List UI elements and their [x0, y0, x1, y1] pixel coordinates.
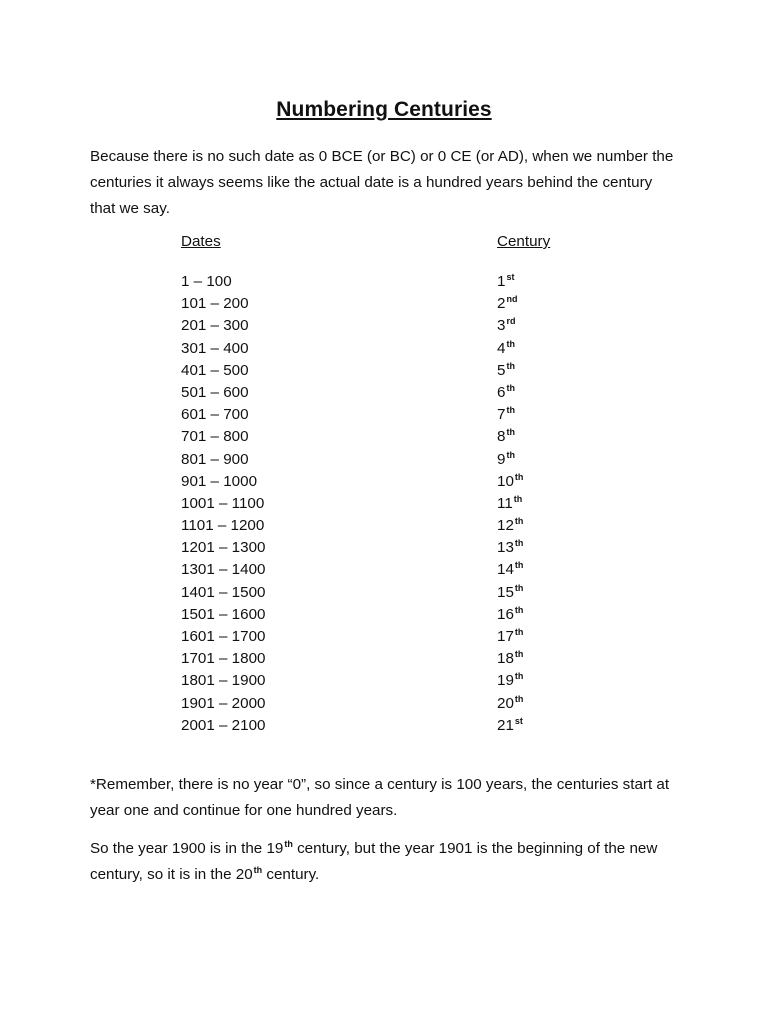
- table-row: [0, 715, 768, 737]
- century-number: 13: [497, 539, 514, 557]
- century-number: 20: [497, 694, 514, 712]
- remember-note: *Remember, there is no year “0”, so since a century is 100 years, the centuries start at year one and continue for one hundred years.: [90, 776, 670, 819]
- century-suffix: th: [513, 493, 523, 504]
- dates-cell: 1301 – 1400: [181, 561, 266, 579]
- century-suffix: th: [506, 338, 515, 349]
- century-number: 17: [497, 628, 514, 645]
- table-row: [0, 582, 768, 604]
- century-cell: [497, 715, 523, 737]
- example-note-part2: century, but the year 1901 is the beginning of the new century, so it is in the 20: [90, 840, 658, 883]
- century-cell: [497, 315, 515, 337]
- century-suffix: th: [514, 671, 524, 682]
- century-column-header: Century: [497, 233, 551, 250]
- dates-cell: 901 – 1000: [181, 472, 258, 490]
- century-suffix: th: [514, 693, 524, 704]
- century-number: 19: [497, 672, 514, 690]
- dates-cell: 1701 – 1800: [181, 650, 266, 668]
- century-cell: [497, 338, 515, 360]
- century-number: 8: [497, 428, 506, 446]
- table-row: [0, 471, 768, 493]
- dates-cell: 1901 – 2000: [181, 694, 266, 712]
- century-suffix: st: [506, 272, 515, 282]
- table-row: [0, 426, 768, 448]
- centuries-table: [0, 271, 768, 737]
- century-number: 21: [497, 716, 514, 734]
- dates-cell: 1501 – 1600: [181, 605, 266, 623]
- table-row: [0, 559, 768, 581]
- example-note-part3: century.: [262, 866, 320, 883]
- century-cell: [497, 670, 523, 692]
- century-suffix: th: [506, 427, 515, 438]
- table-row: [0, 648, 768, 670]
- table-row: [0, 293, 768, 315]
- century-number: 16: [497, 605, 514, 623]
- century-cell: [497, 271, 514, 293]
- dates-cell: 701 – 800: [181, 428, 249, 446]
- century-suffix: th: [514, 604, 524, 615]
- century-cell: [497, 426, 515, 448]
- dates-cell: 401 – 500: [181, 361, 249, 379]
- table-row: [0, 626, 768, 648]
- century-suffix: rd: [506, 316, 516, 327]
- century-cell: [497, 604, 523, 626]
- century-suffix: th: [506, 382, 515, 393]
- dates-cell: 1401 – 1500: [181, 583, 266, 601]
- century-suffix: th: [506, 405, 515, 416]
- table-row: [0, 449, 768, 471]
- table-row: [0, 271, 768, 293]
- century-number: 18: [497, 650, 514, 668]
- century-suffix: th: [514, 560, 524, 571]
- century-suffix: th: [514, 649, 524, 660]
- dates-cell: 1201 – 1300: [181, 539, 266, 557]
- century-cell: [497, 449, 515, 471]
- century-number: 15: [497, 583, 514, 601]
- century-number: 6: [497, 383, 506, 401]
- dates-cell: 1 – 100: [181, 273, 232, 290]
- example-note-part1: So the year 1900 is in the 19: [90, 840, 284, 857]
- table-row: [0, 537, 768, 559]
- century-number: 2: [497, 295, 506, 313]
- century-number: 7: [497, 406, 506, 424]
- table-row: [0, 604, 768, 626]
- dates-cell: 1001 – 1100: [181, 494, 265, 512]
- dates-cell: 501 – 600: [181, 383, 249, 401]
- table-row: [0, 493, 768, 515]
- century-cell: [497, 582, 523, 604]
- dates-cell: 201 – 300: [181, 317, 249, 335]
- century-suffix: th: [506, 449, 515, 460]
- century-cell: [497, 626, 523, 648]
- century-cell: [497, 559, 523, 581]
- century-cell: [497, 404, 515, 426]
- century-cell: [497, 360, 515, 382]
- century-cell: [497, 293, 517, 315]
- dates-cell: 1801 – 1900: [181, 672, 266, 690]
- century-cell: [497, 537, 523, 559]
- century-number: 14: [497, 561, 514, 579]
- table-row: [0, 515, 768, 537]
- century-cell: [497, 693, 523, 715]
- century-suffix: th: [514, 538, 524, 549]
- dates-cell: 301 – 400: [181, 339, 249, 357]
- century-cell: [497, 515, 523, 537]
- century-number: 12: [497, 517, 514, 535]
- table-row: [0, 404, 768, 426]
- intro-paragraph: Because there is no such date as 0 BCE (or BC) or 0 CE (or AD), when we number the centuries it always seems like the actual date is a hundred years behind the century that we say.: [90, 148, 674, 217]
- table-row: [0, 360, 768, 382]
- dates-cell: 601 – 700: [181, 406, 249, 424]
- century-suffix: nd: [506, 294, 518, 305]
- century-suffix: th: [514, 627, 524, 637]
- century-suffix: th: [514, 516, 524, 527]
- century-number: 1: [497, 273, 506, 290]
- table-row: [0, 338, 768, 360]
- century-cell: [497, 648, 523, 670]
- century-number: 9: [497, 450, 506, 468]
- century-number: 3: [497, 317, 506, 335]
- century-suffix: st: [514, 715, 523, 726]
- century-suffix: th: [506, 360, 515, 371]
- century-suffix: th: [514, 471, 524, 482]
- table-row: [0, 693, 768, 715]
- dates-cell: 1601 – 1700: [181, 628, 266, 645]
- example-note: [90, 836, 680, 888]
- example-note-sup2: th: [253, 865, 263, 875]
- dates-column-header: Dates: [181, 233, 221, 250]
- century-number: 11: [497, 494, 513, 512]
- table-row: [0, 315, 768, 337]
- page-title: Numbering Centuries: [276, 98, 492, 121]
- table-row: [0, 670, 768, 692]
- century-suffix: th: [514, 582, 524, 593]
- century-cell: [497, 471, 523, 493]
- century-number: 10: [497, 472, 514, 490]
- dates-cell: 1101 – 1200: [181, 517, 265, 535]
- dates-cell: 801 – 900: [181, 450, 249, 468]
- century-cell: [497, 382, 515, 404]
- century-number: 5: [497, 361, 506, 379]
- dates-cell: 2001 – 2100: [181, 716, 266, 734]
- example-note-sup1: th: [284, 839, 293, 849]
- century-number: 4: [497, 339, 506, 357]
- century-cell: [497, 493, 522, 515]
- table-row: [0, 382, 768, 404]
- dates-cell: 101 – 200: [181, 295, 249, 313]
